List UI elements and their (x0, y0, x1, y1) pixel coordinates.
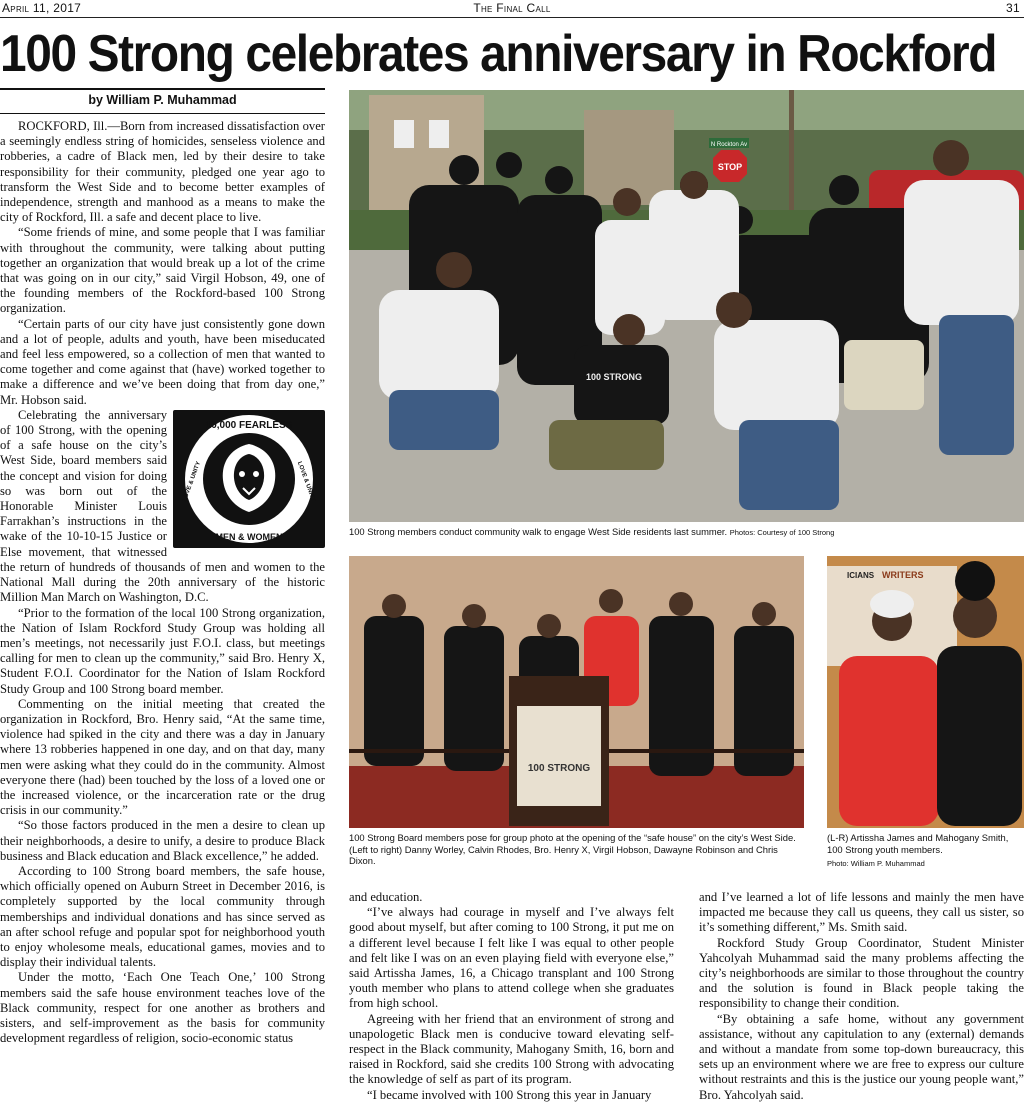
photo-credit: Photos: Courtesy of 100 Strong (729, 528, 835, 537)
main-photo-caption (349, 526, 1024, 539)
logo-top-text: 10,000 FEARLESS (205, 419, 293, 431)
logo-bottom-text: MEN & WOMEN (215, 531, 283, 542)
paragraph: “I became involved with 100 Strong this year in January (367, 1087, 652, 1102)
logo-right-text: LOVE & UNITY (295, 460, 316, 503)
youth-members-photo (827, 556, 1024, 828)
board-group-photo (349, 556, 804, 828)
paragraph: “Some friends of mine, and some people that I was familiar with throughout the community, were talking about putting together an organization that would break up a lot of the crime that was going on in our city,” said Virgil Hobson, 49, one of the founding members of the Rockford-based 100 Strong organization. (0, 225, 325, 316)
paragraph: and I’ve learned a lot of life lessons and mainly the men have impacted me because they call us queens, they call us sister, so it’s something different,” Ms. Smith said. (699, 890, 1024, 935)
paragraph: “By obtaining a safe home, without any government assistance, without any capitulation to any (external) demands and without a mandate from some top-down bureaucracy, this sets up an environment where we are free to express our culture without restraints and this is the justice our young people want,” Bro. Yahcolyah said. (699, 1011, 1024, 1102)
paragraph: ROCKFORD, Ill.—Born from increased dissatisfaction over a seemingly endless string of homicides, senseless violence and robberies, a cadre of Black men, led by their desire to take responsibility for their community, pledged one year ago to transform the West Side and to become better examples of independence, strength and manhood as a means to make the city of Rockford, Ill. a safe and decent place to live. (0, 119, 325, 225)
photo-credit: Photo: William P. Muhammad (827, 859, 925, 868)
publication-name: The Final Call (473, 1, 551, 15)
article-column-1 (0, 119, 325, 1107)
paragraph: Celebrating the anniversary of 100 Strong, with the opening of a safe house on the city’s West Side, board members said the concept and vision for doing so was born out of the Honorable Minister Louis Farrakhan’s instructions in the wake of the 10-10-15 Justice or Else movement, that witnessed the return of hundreds of thousands of men and women to the National Mall during the 20th anniversary of the historic Million Man March on Washington, D.C. (0, 407, 325, 605)
paragraph: and education. (349, 890, 423, 904)
caption-text: 100 Strong members conduct community walk to engage West Side residents last summer. (349, 526, 728, 537)
paragraph: “I’ve always had courage in myself and I’ve always felt good about myself, but after coming to 100 Strong, it put me on a different level because I felt like I was equal to other people and felt like I was on an even playing field with everyone else,” said Artissha James, 16, a Chicago transplant and 100 Strong youth member who plans to attend college when she graduates from high school. (349, 905, 674, 1011)
byline-rule-bottom (0, 113, 325, 114)
main-group-photo (349, 90, 1024, 522)
paragraph: “Certain parts of our city have just consistently gone down and a lot of people, adults and youth, have been miseducated and feel less empowered, so a collection of men that wanted to come together and come against that (have) worked together to make a difference and we’ve been doing that from day one,” Mr. Hobson said. (0, 316, 325, 407)
issue-date: April 11, 2017 (2, 1, 82, 15)
youth-photo-caption (827, 832, 1024, 870)
paragraph: Agreeing with her friend that an environment of strong and unapologetic Black men is conducive toward elevating self-respect in the Black community, Mahogany Smith, 16, born and raised in Rockford, said she credits 100 Strong with advocating the knowledge of self as part of its program. (349, 1011, 674, 1087)
paragraph: “So those factors produced in the men a desire to clean up their neighborhoods, a desire to unify, a desire to produce Black business and Black education and Black excellence,” he added. (0, 818, 325, 863)
article-column-3 (699, 890, 1024, 1108)
stop-sign: STOP (717, 162, 743, 172)
page-number: 31 (1006, 1, 1020, 15)
paragraph: “Prior to the formation of the local 100 Strong organization, the Nation of Islam Rockford Study Group was holding all men’s meetings, not necessarily just F.O.I. class, but meetings calling for men to clean up the community,” said Bro. Henry X, Student F.O.I. Coordinator for the Nation of Islam Rockford Study Group and 100 Strong board member. (0, 605, 325, 696)
paragraph: Under the motto, ‘Each One Teach One,’ 100 Strong members said the safe house environment teaches love of the Black community, respect for one another as brothers and sisters, and self-improvement as the basis for community development regardless of religion, socio-economic status (0, 970, 325, 1046)
headline: 100 Strong celebrates anniversary in Rockford (0, 25, 997, 83)
shirt-text: 100 STRONG (585, 372, 643, 382)
board-photo-caption: 100 Strong Board members pose for group photo at the opening of the “safe house” on the city’s West Side. (Left to right) Danny Worley, Calvin Rhodes, Bro. Henry X, Virgil Hobson, Dawayne Robinson and Chris Dixon. (349, 832, 796, 866)
poster-text-left: ICIANS (847, 571, 875, 580)
paragraph: Rockford Study Group Coordinator, Student Minister Yahcolyah Muhammad said the many problems affecting the city’s neighborhoods are similar to those throughout the country and the solution is found in Black people taking the responsibility to change their condition. (699, 935, 1024, 1011)
byline: by William P. Muhammad (88, 93, 237, 107)
article-column-2 (349, 890, 674, 1108)
page-header (0, 0, 1024, 18)
paragraph: According to 100 Strong board members, the safe house, which officially opened on Auburn Street in December 2016, is completely supported by the local community through memberships and individual donations and has since served as an after school refuge and popular spot for neighborhood youth to enjoy wholesome meals, educational games, movies and to display their individual talents. (0, 863, 325, 970)
logo-left-text: LOVE & UNITY (182, 460, 203, 503)
poster-text-right: WRITERS (882, 570, 924, 580)
street-sign: N Rockton Av (710, 142, 748, 148)
paragraph: Commenting on the initial meeting that created the organization in Rockford, Bro. Henry said, “At the same time, violence had spiked in the city and there was a day in January where 13 robberies happened in one day, and on that day, many men were asking what they could do in the community. Almost everyone there (had) been touched by the loss of a loved one or the increased violence, or the incarceration rate or the drug crisis in our community.” (0, 696, 325, 818)
podium-text: 100 STRONG (527, 763, 591, 774)
byline-rule-top (0, 88, 325, 90)
logo-image (173, 410, 325, 548)
caption-text: (L-R) Artissha James and Mahogany Smith, 100 Strong youth members. (827, 832, 1009, 855)
